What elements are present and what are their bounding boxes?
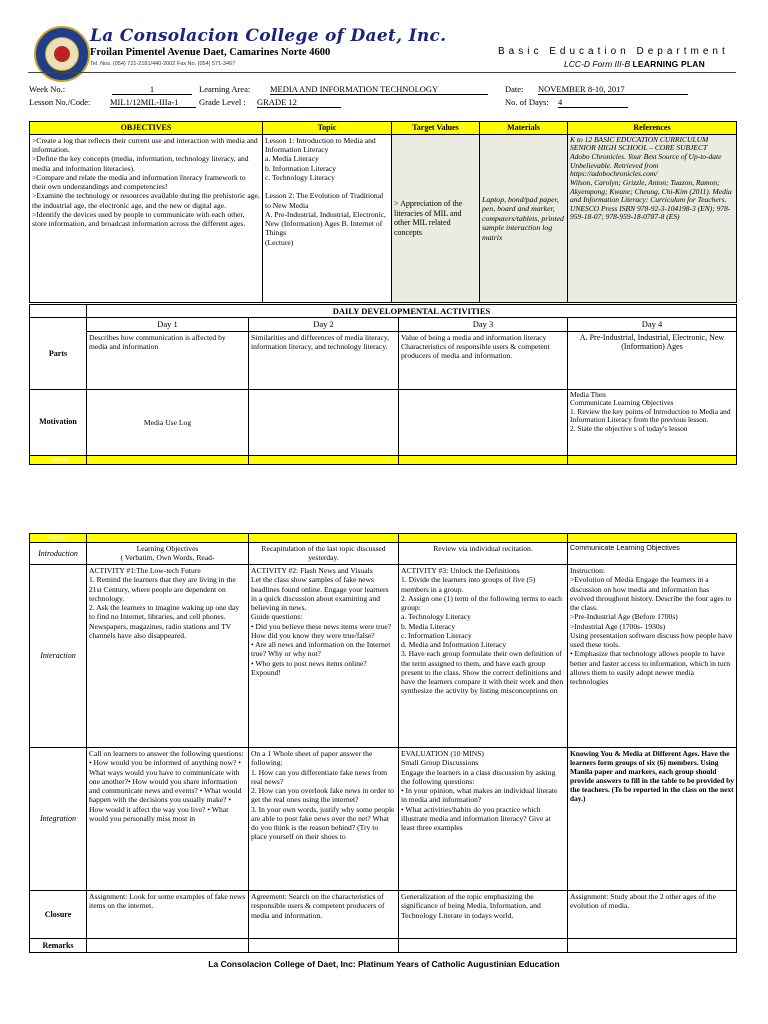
- closure-day1: Assignment: Look for some examples of fake news items on the internet.: [87, 891, 249, 939]
- integration-day3: EVALUATION (10 MINS) Small Group Discussions Engage the learners in a class discussion by asking the following questions: • In your opinion, what makes an individual literate in media and information? • What activities/habits do you practice which illustrate media and information literacy? Give at least three examples: [399, 748, 568, 891]
- college-name: La Consolacion College of Daet, Inc.: [90, 26, 447, 46]
- department-title: Basic Education Department: [498, 46, 729, 57]
- day3-motivation: [399, 389, 568, 455]
- references-cell: K to 12 BASIC EDUCATION CURRICULUM SENIOR HIGH SCHOOL – CORE SUBJECT Adobo Chronicles. Your Best Source of Up-to-date Unbelievable. Retrieved from https://adobochronicles.com/ Wilson, Carolyn; Grizzle, Anton; Tuazon, Ramon; Akyempong; Kwane; Cheung, Chi-Kim (2011). Media and Information Literacy: Curriculum for Teachers. UNESCO Press ISBN 978-92-3-104198-3 (EN); 978-959-18-07; 978-959-18-0787-8 (ES): [568, 134, 737, 302]
- closure-label: Closure: [30, 891, 87, 939]
- topic-cell: Lesson 1: Introduction to Media and Information Literacy a. Media Literacy b. Information Literacy c. Technology Literacy Lesson 2: The Evolution of Traditional to New Media A. Pre-Industrial, Industrial, Electronic, New (Information) Ages B. Internet of Things (Lecture): [263, 134, 392, 302]
- day1-label: Day 1: [87, 318, 249, 331]
- integration-day1: Call on learners to answer the following questions: • How would you be informed of anything now? • What ways would you have to communicate with one another?• How would you share information and communicate news and events? • What would happen with the decisions you usually make? • How would it affect the way you live? • What would you personally miss most in: [87, 748, 249, 891]
- interaction-day2: ACTIVITY #2: Flash News and Visuals Let the class show samples of fake news headlines found online. Engage your learners in a quick discussion about examining and believing in news. Guide questions: • Did you believe these news items were true? How did you know they were true/false? • Are all news and information on the Internet true? Why or why not? • Who gets to post news items online? Expound!: [249, 565, 399, 748]
- day4-motivation: Media Then Communicate Learning Objectives 1. Review the key points of Introduction to Media and Information Literacy from the previous lesson. 2. State the objective s of today's lesson: [568, 389, 737, 455]
- day4-label: Day 4: [568, 318, 737, 331]
- grade-label: Grade Level :: [199, 97, 246, 107]
- integration-day4: Knowing You & Media at Different Ages. Have the learners form groups of six (6) members. Using Manila paper and markers, each group should provide answers to fill in the table to be provided by the teachers. (To be reported in the class on the next day.): [568, 748, 737, 891]
- objectives-header: OBJECTIVES: [30, 122, 263, 135]
- footer-tagline: La Consolacion College of Daet, Inc: Platinum Years of Catholic Augustinian Education: [208, 959, 560, 969]
- remarks-day2: [249, 939, 399, 953]
- materials-cell: Laptop, bond/pad paper, pen, board and marker, computers/tablets, printed sample interaction log matrix: [480, 134, 568, 302]
- week-label: Week No.:: [29, 84, 66, 94]
- closure-day3: Generalization of the topic emphasizing the significance of being Media, Information, and Technology Literate in todays world.: [399, 891, 568, 939]
- day3-label: Day 3: [399, 318, 568, 331]
- remarks-day1: [87, 939, 249, 953]
- parts-label: Parts: [30, 318, 87, 389]
- form-code: [564, 59, 705, 69]
- plan-table: [29, 121, 737, 303]
- objectives-cell: >Create a log that reflects their current use and interaction with media and information. >Define the key concepts (media, information, technology literacy, and media and information literacies). >Compare and relate the media and information literacy framework to their own understandings and competencies! >Examine the technology or resources available during the prehistoric age, the industrial age, the electronic age, and the new or digital age. >Identify the devices used by people to communicate with each other, store information, and broadcast information across the different ages.: [30, 134, 263, 302]
- header-divider: [28, 72, 736, 73]
- integration-day2: On a 1 Whole sheet of paper answer the following: 1. How can you differentiate fake news from real news? 2. How can you overlook fake news in order to get the real ones using the internet? 3. In your own words, justify why some people are able to post fake news over the net? What do you think is the reason behind? (Try to place yourself on their shoes to: [249, 748, 399, 891]
- interaction-label: Interaction: [30, 565, 87, 748]
- intro-day2: Recapitulation of the last topic discussed yesterday.: [249, 543, 399, 565]
- closure-day2: Agreement: Search on the characteristics of responsible users & competent producers of media and information.: [249, 891, 399, 939]
- materials-header: Materials: [480, 122, 568, 135]
- remarks-day3: [399, 939, 568, 953]
- day2-desc: Similarities and differences of media literacy, information literacy, and technology literacy.: [249, 331, 399, 389]
- target-values-cell: > Appreciation of the literacies of MIL and other MIL related concepts: [392, 134, 480, 302]
- lesson-proper-table: [29, 533, 737, 953]
- date-label: Date:: [505, 84, 524, 94]
- day1-desc: Describes how communication is affected by media and information: [87, 331, 249, 389]
- day4-desc: A. Pre-Industrial, Industrial, Electronic, New (Information) Ages: [568, 331, 737, 389]
- area-value: MEDIA AND INFORMATION TECHNOLOGY: [270, 84, 488, 95]
- remarks-label: Remarks: [30, 939, 87, 953]
- lesson-code-label: Lesson No./Code:: [29, 97, 91, 107]
- interaction-day4: Instruction: >Evolution of Media Engage the learners in a discussion on how media and information has evolved throughout history. Describe the four ages to the class. >Pre-Industrial Age (Before 1700s) >Industrial Age (1700s- 1930s) Using presentation software discuss how people have used these tools. • Emphasize that technology allows people to have better and faster access to information, which in turn allows them to easily adopt newer media technologies: [568, 565, 737, 748]
- day1-motivation: Media Use Log: [87, 389, 249, 455]
- motivation-label: Motivation: [30, 389, 87, 455]
- integration-label: Integration: [30, 748, 87, 891]
- topic-header: Topic: [263, 122, 392, 135]
- day2-label: Day 2: [249, 318, 399, 331]
- days-label: No. of Days:: [505, 97, 549, 107]
- lesson-row-label: Lesson: [30, 455, 87, 464]
- college-tel: Tel. Nos. (054) 721-2181/440-2002 Fax No. (054) 571-3467: [90, 61, 236, 67]
- values-header: Target Values: [392, 122, 480, 135]
- closure-day4: Assignment: Study about the 2 other ages of the evolution of media.: [568, 891, 737, 939]
- activities-title: DAILY DEVELOPMENTAL ACTIVITIES: [87, 305, 737, 318]
- week-value: 1: [112, 84, 192, 95]
- proper-row-label: Proper: [30, 534, 87, 543]
- intro-day1: Learning Objectives ( Verbatim, Own Words, Read-: [87, 543, 249, 565]
- interaction-day1: ACTIVITY #1:The Low-tech Future 1. Remind the learners that they are living in the 21st Century, where people are dependent on technology. 2. Ask the learners to imagine waking up one day to find no Internet, libraries, and cell phones. Newspapers, magazines, radio stations and TV channels have also disappeared.: [87, 565, 249, 748]
- college-logo-icon: [34, 26, 90, 82]
- interaction-day3: ACTIVITY #3: Unlock the Definitions 1. Divide the learners into groups of five (5) members in a group. 2. Assign one (1) term of the following terms to each group: a. Technology Literacy b. Media Literacy c. Information Literacy d. Media and Information Literacy 3. Have each group formulate their own definition of the term assigned to them, and have each group present to the class. Show the correct definitions and have the learners compare it with their work and then synthesize the activity by listing misconceptions on: [399, 565, 568, 748]
- form-title: LEARNING PLAN: [632, 59, 705, 69]
- college-address: Froilan Pimentel Avenue Daet, Camarines Norte 4600: [90, 47, 331, 58]
- day3-desc: Value of being a media and information literacy Characteristics of responsible users & competent producers of media and information.: [399, 331, 568, 389]
- intro-day3: Review via individual recitation.: [399, 543, 568, 565]
- intro-day4: Communicate Learning Objectives: [568, 543, 737, 565]
- days-value: 4: [558, 97, 628, 108]
- references-header: References: [568, 122, 737, 135]
- activities-table: [29, 304, 737, 465]
- area-label: Learning Area:: [199, 84, 251, 94]
- form-code-text: LCC-D Form III-B: [564, 59, 631, 69]
- remarks-day4: [568, 939, 737, 953]
- day2-motivation: [249, 389, 399, 455]
- lesson-code-value: MIL1/12MIL-IIIa-1: [110, 97, 196, 108]
- introduction-label: Introduction: [30, 543, 87, 565]
- date-value: NOVEMBER 8-10, 2017: [538, 84, 688, 95]
- grade-value: GRADE 12: [257, 97, 341, 108]
